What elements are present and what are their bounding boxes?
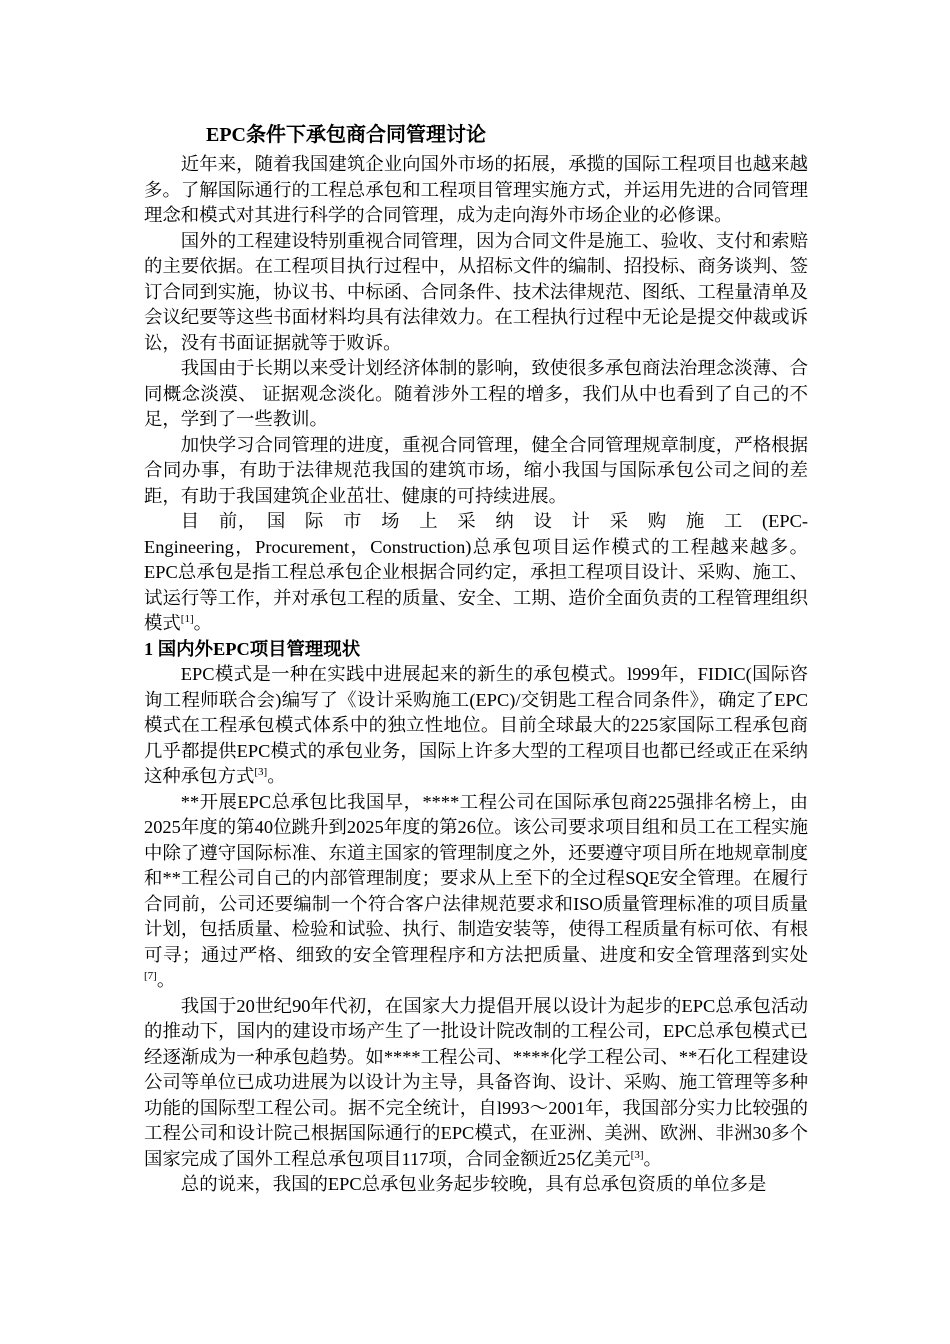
- citation-ref: [1]: [180, 612, 194, 625]
- document-body: [144, 120, 808, 1198]
- citation-ref: [3]: [254, 765, 268, 778]
- section-1-paragraph-3: [144, 994, 808, 1173]
- intro-paragraph-3: 我国由于长期以来受计划经济体制的影响，致使很多承包商法治理念淡薄、合同概念淡漠、 证据观念淡化。随着涉外工程的增多，我们从中也看到了自己的不足，学到了一些教训。: [144, 358, 808, 429]
- sentence-end: 。: [643, 1148, 662, 1169]
- citation-ref: [3]: [630, 1148, 644, 1161]
- section-1-paragraph-1: [144, 662, 808, 790]
- sentence-end: 。: [193, 613, 213, 633]
- document-title: EPC条件下承包商合同管理讨论: [206, 124, 486, 146]
- section-1-heading: 1 国内外EPC项目管理现状: [144, 638, 361, 659]
- paragraph-text: **开展EPC总承包比我国早，****工程公司在国际承包商225强排名榜上，由2025年度的第40位跳升到2025年度的第26位。该公司要求项目组和员工在工程实施中除了遵守国际标准、东道主国家的管理制度之外，还要遵守项目所在地规章制度和**工程公司自己的内部管理制度；要求从上至下的全过程SQE安全管理。在履行合同前，公司还要编制一个符合客户法律规范要求和ISO质量管理标准的项目质量计划，包括质量、检验和试验、执行、制造安装等，使得工程质量有标可依、有根可寻；通过严格、细致的安全管理程序和方法把质量、进度和安全管理落到实处: [144, 791, 808, 965]
- sentence-end: 。: [267, 766, 286, 786]
- intro-paragraph-1: 近年来，随着我国建筑企业向国外市场的拓展，承揽的国际工程项目也越来越多。了解国际通行的工程总承包和工程项目管理实施方式，并运用先进的合同管理理念和模式对其进行科学的合同管理，成为走向海外市场企业的必修课。: [144, 154, 808, 225]
- epc-definition-text: Engineering，Procurement，Construction)总承包项目运作模式的工程越来越多。EPC总承包是指工程总承包企业根据合同约定，承担工程项目设计、采购、施工、试运行等工作，并对承包工程的质量、安全、工期、造价全面负责的工程管理组织模式: [144, 536, 808, 633]
- intro-paragraph-4: 加快学习合同管理的进度，重视合同管理，健全合同管理规章制度，严格根据合同办事，有助于法律规范我国的建筑市场，缩小我国与国际承包公司之间的差距，有助于我国建筑企业茁壮、健康的可持续进展。: [144, 434, 808, 506]
- paragraph-text: EPC模式是一种在实践中进展起来的新生的承包模式。l999年，FIDIC(国际咨询工程师联合会)编写了《设计采购施工(EPC)/交钥匙工程合同条件》，确定了EPC模式在工程承包模式体系中的独立性地位。目前全球最大的225家国际工程承包商几乎都提供EPC模式的承包业务，国际上许多大型的工程项目也都已经或正在采纳这种承包方式: [144, 664, 808, 786]
- section-1-paragraph-2: [144, 790, 808, 994]
- intro-paragraph-2: 国外的工程建设特别重视合同管理，因为合同文件是施工、验收、支付和索赔的主要依据。在工程项目执行过程中，从招标文件的编制、招投标、商务谈判、签订合同到实施，协议书、中标函、合同条件、技术法律规范、图纸、工程量清单及会议纪要等这些书面材料均具有法律效力。在工程执行过程中无论是提交仲裁或诉讼，没有书面证据就等于败诉。: [144, 230, 808, 353]
- epc-definition-paragraph: [144, 535, 808, 637]
- sentence-end: 。: [156, 970, 176, 990]
- section-1-paragraph-4: 总的说来，我国的EPC总承包业务起步较晚，具有总承包资质的单位多是: [180, 1174, 767, 1194]
- citation-ref: [7]: [144, 969, 157, 982]
- epc-definition-line-1: 目 前， 国 际 市 场 上 采 纳 设 计 采 购 施 工 (EPC-: [180, 511, 808, 531]
- paragraph-text: 我国于20世纪90年代初，在国家大力提倡开展以设计为起步的EPC总承包活动的推动下，国内的建设市场产生了一批设计院改制的工程公司，EPC总承包模式已经逐渐成为一种承包趋势。如****工程公司、****化学工程公司、**石化工程建设公司等单位已成功进展为以设计为主导，具备咨询、设计、采购、施工管理等多种功能的国际型工程公司。据不完全统计，自l993～2001年，我国部分实力比较强的工程公司和设计院己根据国际通行的EPC模式，在亚洲、美洲、欧洲、非洲30多个国家完成了国外工程总承包项目117项，合同金额近25亿美元: [144, 995, 808, 1169]
